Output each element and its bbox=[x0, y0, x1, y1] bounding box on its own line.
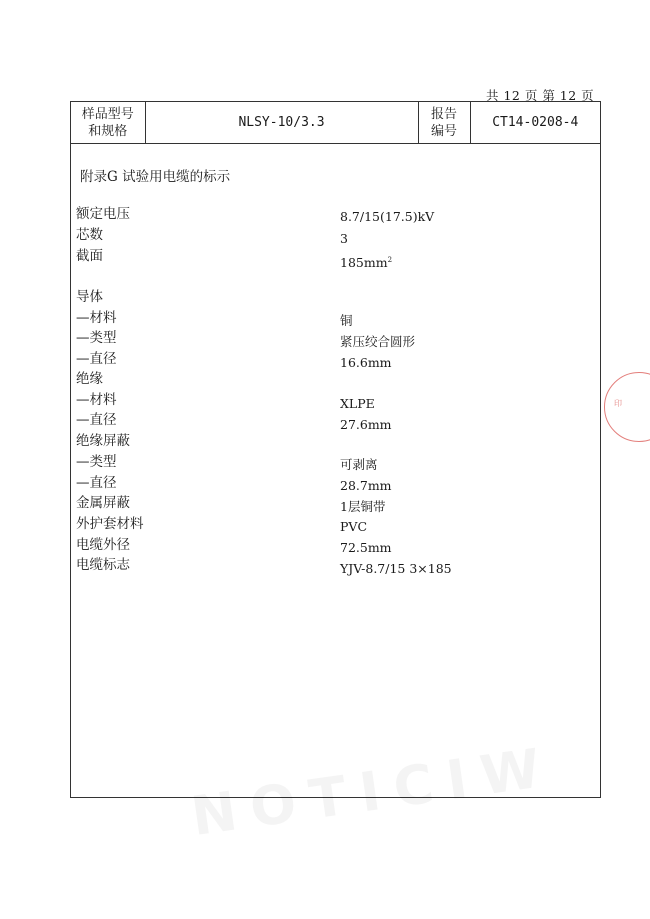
spec-label: —直径 bbox=[76, 351, 117, 367]
spec-label: 电缆外径 bbox=[76, 537, 130, 553]
spec-label: 外护套材料 bbox=[76, 516, 144, 532]
spec-label: 截面 bbox=[76, 248, 103, 264]
spec-value-text: 3 bbox=[340, 231, 348, 246]
spec-label: —类型 bbox=[76, 330, 117, 346]
spec-label: 金属屏蔽 bbox=[76, 495, 130, 511]
spec-label: 额定电压 bbox=[76, 206, 130, 222]
spec-label: 芯数 bbox=[76, 227, 103, 243]
spec-value bbox=[340, 539, 392, 557]
model-value: NLSY-10/3.3 bbox=[145, 102, 418, 144]
spec-value bbox=[340, 456, 378, 474]
spec-value bbox=[340, 560, 452, 578]
spec-value-text: 8.7/15(17.5)kV bbox=[340, 209, 435, 224]
spec-value-text: 铜 bbox=[340, 313, 353, 328]
report-number: CT14-0208-4 bbox=[470, 102, 600, 144]
spec-value-text: 72.5mm bbox=[340, 540, 392, 555]
spec-value-text: 可剥离 bbox=[340, 457, 378, 472]
spec-value-text: PVC bbox=[340, 519, 368, 534]
spec-label: —直径 bbox=[76, 412, 117, 428]
page-count: 共 12 页 第 12 页 bbox=[486, 88, 595, 103]
spec-value-text: 1层铜带 bbox=[340, 499, 386, 514]
spec-value bbox=[340, 395, 375, 413]
spec-label: —材料 bbox=[76, 310, 117, 326]
spec-value-text: 28.7mm bbox=[340, 478, 392, 493]
report-label: 报告 编号 bbox=[418, 102, 470, 144]
spec-value-text: XLPE bbox=[340, 396, 375, 411]
seal-mark: 印 bbox=[614, 399, 622, 408]
spec-value bbox=[340, 312, 353, 330]
appendix-heading: 附录G 试验用电缆的标示 bbox=[80, 169, 231, 185]
spec-label: 绝缘 bbox=[76, 371, 103, 387]
spec-value bbox=[340, 230, 348, 248]
spec-value bbox=[340, 208, 434, 226]
spec-label: —直径 bbox=[76, 475, 117, 491]
document-frame bbox=[70, 101, 601, 798]
spec-value-text: 16.6mm bbox=[340, 355, 392, 370]
spec-value-text: YJV-8.7/15 3×185 bbox=[340, 561, 452, 576]
spec-value bbox=[340, 416, 392, 434]
model-label: 样品型号 和规格 bbox=[71, 102, 145, 144]
spec-value bbox=[340, 354, 392, 372]
spec-value-superscript: 2 bbox=[387, 256, 393, 264]
spec-value-text: 紧压绞合圆形 bbox=[340, 334, 416, 349]
spec-label: 电缆标志 bbox=[76, 557, 130, 573]
spec-label: —类型 bbox=[76, 454, 117, 470]
spec-value bbox=[340, 333, 415, 351]
spec-value-text: 185mm bbox=[340, 255, 388, 270]
spec-value bbox=[340, 498, 385, 516]
spec-label: 导体 bbox=[76, 289, 103, 305]
spec-label: —材料 bbox=[76, 392, 117, 408]
seal-stamp bbox=[604, 372, 650, 442]
spec-value bbox=[340, 518, 367, 536]
spec-value bbox=[340, 251, 392, 272]
spec-value-text: 27.6mm bbox=[340, 417, 392, 432]
spec-label: 绝缘屏蔽 bbox=[76, 433, 130, 449]
header-table bbox=[71, 102, 600, 144]
spec-value bbox=[340, 477, 392, 495]
